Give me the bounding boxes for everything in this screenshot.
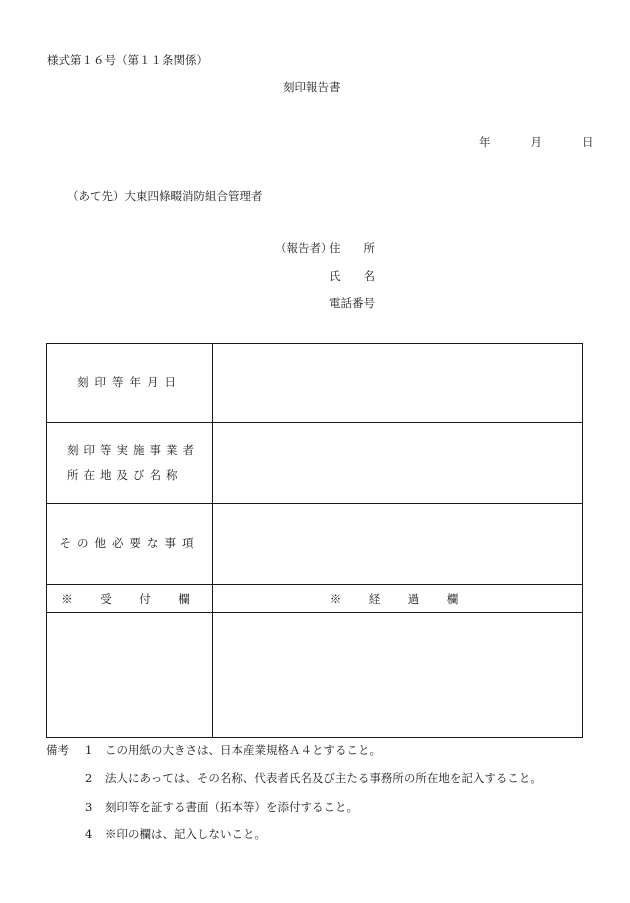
report-table: [46, 343, 583, 738]
date-line: [479, 137, 594, 149]
note-number: 1: [85, 743, 93, 757]
row-label-stamp-date: 刻印等年月日: [77, 375, 182, 389]
progress-cell: [213, 613, 583, 738]
note-text: この用紙の大きさは、日本産業規格Ａ４とすること。: [105, 743, 381, 757]
form-number: 様式第１６号（第１１条関係）: [47, 53, 208, 67]
notes-heading: 備考: [46, 743, 69, 757]
reporter-phone-label: 電話番号: [329, 296, 375, 310]
note-number: 2: [85, 771, 93, 785]
note-text: ※印の欄は、記入しないこと。: [105, 827, 266, 841]
addressee: （あて先）大東四條畷消防組合管理者: [67, 189, 263, 203]
day-label: 日: [582, 135, 594, 149]
note-number: 3: [85, 800, 93, 814]
stamp-date-field[interactable]: [213, 344, 583, 422]
note-text: 刻印等を証する書面（拓本等）を添付すること。: [105, 800, 358, 814]
note-text: 法人にあっては、その名称、代表者氏名及び主たる事務所の所在地を記入すること。: [105, 771, 542, 785]
reporter-address-label: 住 所: [329, 241, 375, 255]
table-row-divider: [47, 584, 582, 585]
page-title: 刻印報告書: [283, 80, 341, 94]
note-number: 4: [85, 827, 93, 841]
reception-cell: [47, 613, 212, 738]
progress-column-header: ※ 経 過 欄: [329, 592, 467, 606]
year-label: 年: [479, 135, 491, 149]
row-label-other-matters: その他必要な事項: [59, 536, 200, 550]
month-label: 月: [530, 135, 542, 149]
reception-column-header: ※ 受 付 欄: [61, 592, 198, 606]
row-label-operator-line2: 所在地及び名称: [67, 468, 183, 482]
reporter-label: （報告者）: [275, 241, 333, 255]
row-label-operator-line1: 刻印等実施事業者: [67, 443, 199, 457]
reporter-name-label: 氏 名: [329, 269, 375, 283]
other-matters-field[interactable]: [213, 504, 583, 584]
operator-field[interactable]: [213, 423, 583, 503]
